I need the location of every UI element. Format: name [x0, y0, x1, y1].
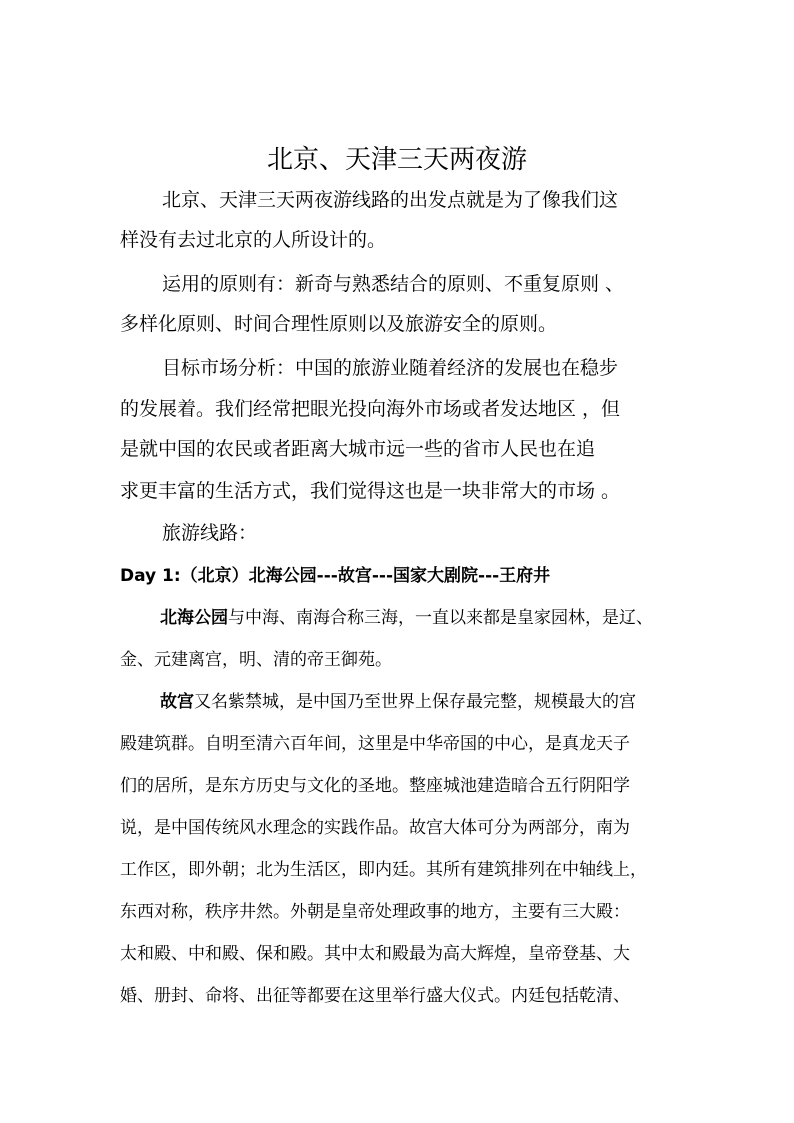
gugong-paragraph-line-4: 说，是中国传统风水理念的实践作品。故宫大体可分为两部分，南为 — [120, 818, 630, 838]
intro-paragraph-3-line-4: 求更丰富的生活方式，我们觉得这也是一块非常大的市场 。 — [120, 480, 621, 502]
gugong-paragraph-line-8: 婚、册封、命将、出征等都要在这里举行盛大仪式。内廷包括乾清、 — [120, 986, 630, 1006]
gugong-name: 故宫 — [160, 692, 194, 712]
intro-paragraph-2-line-1: 运用的原则有：新奇与熟悉结合的原则、不重复原则 、 — [162, 273, 625, 295]
gugong-paragraph-line-3: 们的居所，是东方历史与文化的圣地。整座城池建造暗合五行阴阳学 — [120, 776, 630, 796]
day1-heading: Day 1:（北京）北海公园---故宫---国家大剧院---王府井 — [120, 566, 551, 586]
intro-paragraph-1-line-1: 北京、天津三天两夜游线路的出发点就是为了像我们这 — [162, 189, 619, 211]
intro-paragraph-3-line-3: 是就中国的农民或者距离大城市远一些的省市人民也在追 — [120, 438, 596, 460]
gugong-paragraph-line-2: 殿建筑群。自明至清六百年间，这里是中华帝国的中心，是真龙天子 — [120, 734, 630, 754]
gugong-paragraph-line-6: 东西对称，秩序井然。外朝是皇帝处理政事的地方，主要有三大殿： — [120, 902, 630, 922]
intro-paragraph-3-line-1: 目标市场分析：中国的旅游业随着经济的发展也在稳步 — [162, 357, 619, 379]
document-title: 北京、天津三天两夜游 — [266, 145, 527, 175]
beihai-park-name: 北海公园 — [160, 608, 228, 628]
gugong-paragraph-line-7: 太和殿、中和殿、保和殿。其中太和殿最为高大辉煌，皇帝登基、大 — [120, 944, 630, 964]
intro-paragraph-3-line-2: 的发展着。我们经常把眼光投向海外市场或者发达地区 ，但 — [120, 398, 621, 420]
intro-paragraph-2-line-2: 多样化原则、时间合理性原则以及旅游安全的原则。 — [120, 313, 558, 335]
gugong-paragraph-text: 又名紫禁城，是中国乃至世界上保存最完整，规模最大的宫 — [194, 692, 636, 712]
route-label: 旅游线路： — [162, 522, 258, 544]
gugong-paragraph-line-1 — [160, 688, 636, 716]
intro-paragraph-1-line-2: 样没有去过北京的人所设计的。 — [120, 229, 387, 251]
beihai-paragraph-line-2: 金、元建离宫，明、清的帝王御苑。 — [120, 650, 392, 670]
beihai-paragraph-text: 与中海、南海合称三海，一直以来都是皇家园林，是辽、 — [228, 608, 653, 628]
gugong-paragraph-line-5: 工作区，即外朝；北为生活区，即内廷。其所有建筑排列在中轴线上， — [120, 860, 647, 880]
beihai-paragraph-line-1 — [160, 604, 653, 632]
